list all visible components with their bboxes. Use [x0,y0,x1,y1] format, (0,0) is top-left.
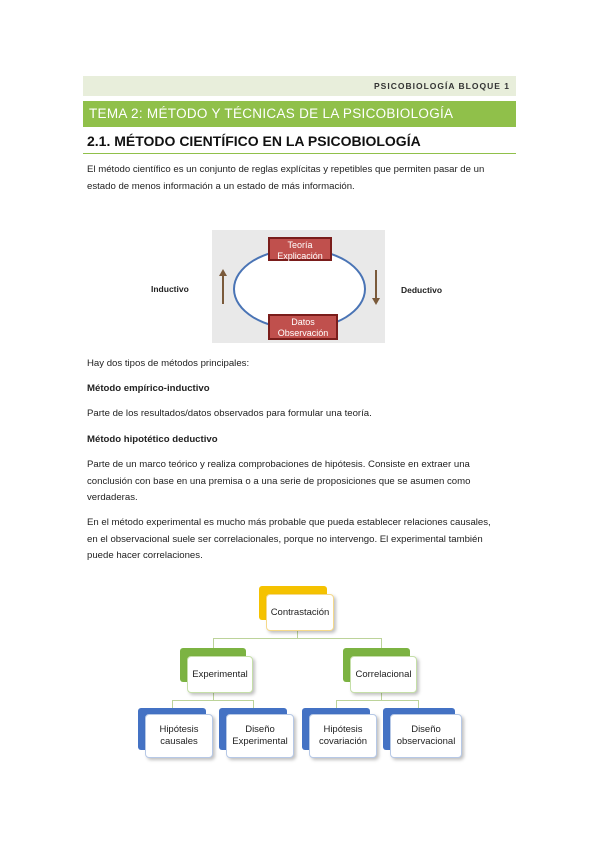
intro-paragraph [87,162,512,195]
leaf-line: Diseño [411,724,441,735]
inductive-label: Inductivo [151,284,189,294]
up-arrow-icon [218,268,228,306]
experimental-node [187,656,253,693]
running-header [83,76,516,96]
method2-line: conclusión con base en una premisa o a una serie de proposiciones que se asumen como [87,475,471,487]
leaf-line: Hipótesis [323,724,363,735]
root-node [266,594,334,631]
experimental-label: Experimental [192,668,248,680]
types-intro: Hay dos tipos de métodos principales: [87,358,250,369]
theory-label: Teoría [287,240,313,250]
data-box [268,314,338,340]
leaf-line: Diseño [245,724,275,735]
down-arrow-icon [371,268,381,306]
causal-hypothesis-node [145,714,213,758]
observational-design-node [390,714,462,758]
method1-heading: Método empírico-inductivo [87,383,210,394]
section-divider [83,153,516,154]
correlational-node [350,656,417,693]
method2-heading: Método hipotético deductivo [87,434,218,445]
leaf-line: causales [160,736,198,747]
leaf-line: observacional [396,736,456,747]
method2-line: verdaderas. [87,492,138,503]
connector [336,700,418,701]
section-title: 2.1. MÉTODO CIENTÍFICO EN LA PSICOBIOLOGÍA [87,133,421,149]
tema-title: TEMA 2: MÉTODO Y TÉCNICAS DE LA PSICOBIOLOGÍA [89,106,454,121]
leaf-line: Experimental [232,736,288,747]
method2-paragraph [87,457,512,507]
experimental-line: En el método experimental es mucho más probable que pueda establecer relaciones causales, [87,517,491,528]
experimental-line: en el observacional suele ser correlacionales, porque no intervengo. El experimental también [87,533,483,545]
experimental-paragraph [87,515,512,565]
correlational-label: Correlacional [355,668,412,680]
data-label: Datos [291,317,315,327]
root-label: Contrastación [270,606,330,618]
intro-line: El método científico es un conjunto de reglas explícitas y repetibles que permiten pasar de un [87,164,485,175]
running-title: PSICOBIOLOGÍA BLOQUE 1 [374,81,510,91]
explanation-label: Explicación [277,251,323,261]
experimental-design-node [226,714,294,758]
connector [213,638,381,639]
experimental-line: puede hacer correlaciones. [87,550,203,561]
observation-label: Observación [277,328,329,338]
connector [172,700,253,701]
theory-box [268,237,332,261]
covariation-hypothesis-node [309,714,377,758]
tema-banner [83,101,516,127]
deductive-label: Deductivo [401,285,443,295]
method2-line: Parte de un marco teórico y realiza comprobaciones de hipótesis. Consiste en extraer una [87,459,470,470]
leaf-line: Hipótesis [159,724,199,735]
intro-line: estado de menos información a un estado de más información. [87,180,355,192]
leaf-line: covariación [318,736,368,747]
method1-text: Parte de los resultados/datos observados para formular una teoría. [87,408,372,419]
